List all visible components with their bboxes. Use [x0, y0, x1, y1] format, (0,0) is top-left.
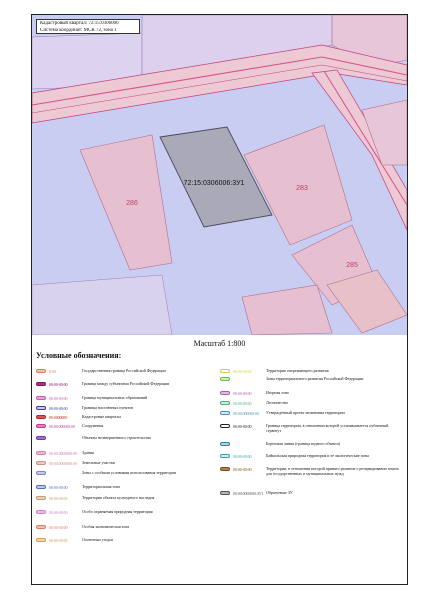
legend-symbol	[36, 494, 82, 502]
legend-text: Здания	[82, 450, 94, 455]
legend-item	[36, 380, 218, 394]
legend-swatch	[220, 442, 230, 446]
legend-text: Лесничество	[266, 400, 288, 405]
legend-symbol	[220, 440, 266, 448]
legend-code: 00:00-00:00	[49, 395, 68, 401]
legend-swatch	[220, 411, 230, 415]
legend-text: Территориальная зона	[82, 484, 120, 489]
legend-code: 00:00:0000000:00	[49, 460, 77, 466]
legend-item	[36, 536, 218, 548]
legend-item	[36, 413, 218, 422]
legend-text: Особая экономическая зона	[82, 524, 130, 529]
legend-symbol	[36, 449, 82, 457]
legend-title: Условные обозначения:	[36, 351, 122, 360]
legend-text: Граница муниципальных образований	[82, 395, 148, 400]
legend-item	[36, 394, 218, 404]
legend-item	[220, 452, 402, 465]
legend-symbol	[220, 489, 266, 497]
land-plot	[32, 275, 172, 335]
legend-symbol	[220, 389, 266, 397]
legend-symbol	[220, 375, 266, 383]
legend-text: Объекты незавершенного строительства	[82, 435, 151, 440]
legend-swatch	[220, 377, 230, 381]
legend-symbol	[36, 459, 82, 467]
legend-text: Охотничьи угодья	[82, 537, 113, 542]
legend-item	[36, 469, 218, 483]
legend-swatch	[36, 424, 46, 428]
legend-code: 00:00-00:00	[233, 390, 252, 396]
map-canvas[interactable]	[32, 15, 407, 335]
coordinate-system: Система координат: МСК 72, зона 1	[40, 27, 117, 33]
legend-text: Кадастровые кварталы	[82, 414, 121, 419]
legend	[36, 367, 404, 581]
legend-symbol	[36, 367, 82, 375]
legend-swatch	[36, 485, 46, 489]
legend-code: 00:0000000	[49, 414, 68, 420]
legend-code: 00:00-00:00	[49, 537, 68, 543]
legend-swatch	[220, 454, 230, 458]
legend-swatch	[220, 369, 230, 373]
legend-item	[220, 409, 402, 422]
legend-swatch	[36, 510, 46, 514]
legend-item	[36, 367, 218, 380]
legend-item	[36, 508, 218, 523]
legend-text: Утверждённый проект межевания территории	[266, 410, 345, 415]
legend-item	[36, 523, 218, 536]
legend-swatch	[36, 496, 46, 500]
map-scale: Масштаб 1:800	[193, 339, 246, 348]
legend-item	[220, 465, 402, 489]
legend-symbol	[36, 394, 82, 402]
legend-code: 00:00-00:00	[49, 495, 68, 501]
legend-text: Государственная граница Российской Федерации	[82, 368, 166, 373]
legend-symbol	[36, 483, 82, 491]
legend-swatch	[36, 525, 46, 529]
legend-item	[36, 494, 218, 508]
legend-item	[220, 399, 402, 409]
legend-code: 00:00-00:00	[49, 484, 68, 490]
legend-symbol	[36, 508, 82, 516]
legend-text: Образуемые ЗУ	[266, 490, 293, 495]
legend-symbol	[220, 422, 266, 430]
legend-text: Территория опережающего развития	[266, 368, 329, 373]
legend-code: 00:00:000000:00	[233, 410, 259, 416]
legend-swatch	[36, 415, 46, 419]
legend-swatch	[36, 369, 46, 373]
legend-text: Территория объекта культурного наследия	[82, 495, 155, 500]
legend-item	[220, 440, 402, 452]
legend-item	[220, 422, 402, 440]
legend-text: Территории, в отношении которой принято решение о резервировании земель для государственных и муниципальных нужд	[266, 466, 400, 476]
legend-symbol	[36, 422, 82, 430]
legend-text: Особо охраняемая природная территория	[82, 509, 153, 514]
lot-number-label: 286	[126, 200, 138, 207]
legend-symbol	[220, 367, 266, 375]
cadastral-sheet	[31, 14, 408, 585]
legend-item	[36, 404, 218, 413]
lot-number-label: 283	[296, 185, 308, 192]
legend-text: Земельные участки	[82, 460, 115, 465]
legend-swatch	[220, 401, 230, 405]
legend-symbol	[36, 536, 82, 544]
legend-text: Байкальская природная территория и ее экологические зоны	[266, 453, 370, 458]
legend-code: 00:00:000000:00	[49, 423, 75, 429]
legend-code: 00:00-00:00	[233, 368, 252, 374]
legend-symbol	[36, 413, 82, 421]
legend-text: Граница между субъектами Российской Федерации	[82, 381, 170, 386]
legend-symbol	[36, 469, 82, 477]
legend-swatch	[36, 382, 46, 386]
legend-code: 00:00-00:00	[233, 423, 252, 429]
legend-symbol	[220, 465, 266, 473]
legend-code: 00:00-00:00	[49, 524, 68, 530]
legend-code: 00:00-00:00	[233, 466, 252, 472]
legend-swatch	[36, 436, 46, 440]
legend-text: Зоны территориального развития Российской Федерации	[266, 376, 364, 381]
cadastral-info-box	[36, 19, 140, 34]
legend-text: Границы населённых пунктов	[82, 405, 133, 410]
legend-text: Зоны с особыми условиями использования территории	[82, 470, 176, 475]
legend-swatch	[220, 467, 230, 471]
legend-swatch	[220, 391, 230, 395]
legend-code: 00:00-00:00	[233, 453, 252, 459]
legend-code: 00:00-00:00	[49, 381, 68, 387]
legend-swatch	[36, 471, 46, 475]
parcel-label: 72:15:0306006:3У1	[183, 180, 245, 187]
legend-item	[36, 483, 218, 494]
legend-swatch	[36, 396, 46, 400]
legend-symbol	[36, 404, 82, 412]
legend-item	[36, 434, 218, 449]
legend-symbol	[220, 399, 266, 407]
legend-text: Береговая линия (граница водного объекта)	[266, 441, 341, 446]
legend-code: 00:00:0000000:ЗУ1	[233, 490, 264, 496]
legend-item	[220, 367, 402, 375]
legend-text: Игорная зона	[266, 390, 289, 395]
legend-swatch	[36, 461, 46, 465]
legend-text: Граница территории, в отношении которой устанавливается публичный сервитут	[266, 423, 389, 433]
legend-symbol	[36, 523, 82, 531]
legend-code: 00:00-00:00	[49, 509, 68, 515]
cadastral-quarter: Кадастровый квартал: 72:15:0306006	[40, 21, 119, 26]
legend-symbol	[36, 380, 82, 388]
legend-code: 00:00-00:00	[233, 400, 252, 406]
legend-symbol	[220, 409, 266, 417]
legend-swatch	[36, 451, 46, 455]
legend-item	[36, 459, 218, 469]
legend-swatch	[36, 538, 46, 542]
lot-number-label: 285	[346, 262, 358, 269]
legend-code: 00:00-00:00	[49, 405, 68, 411]
legend-item	[220, 375, 402, 389]
legend-item	[36, 449, 218, 459]
legend-swatch	[220, 491, 230, 495]
legend-symbol	[36, 434, 82, 442]
legend-symbol	[220, 452, 266, 460]
legend-swatch	[220, 424, 230, 428]
legend-column-right	[220, 367, 402, 503]
legend-code: 00:00:0000000:00	[49, 450, 77, 456]
map-svg	[32, 15, 407, 335]
legend-item	[36, 422, 218, 434]
legend-column-left	[36, 367, 218, 548]
legend-code: 0:00	[49, 368, 56, 374]
legend-text: Сооружения	[82, 423, 104, 428]
legend-item	[220, 489, 402, 503]
legend-item	[220, 389, 402, 399]
legend-swatch	[36, 406, 46, 410]
